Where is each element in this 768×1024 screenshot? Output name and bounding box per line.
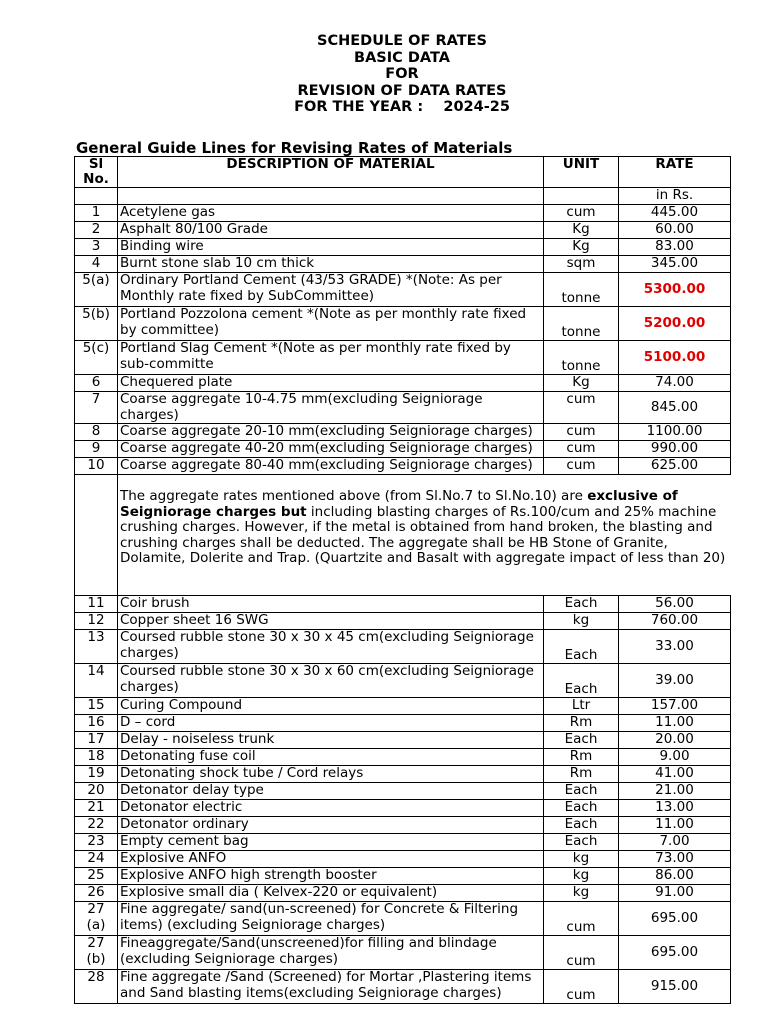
row-sl-number: 5(a) (75, 273, 118, 307)
row-rate: 41.00 (619, 766, 731, 783)
row-sl-number: 18 (75, 749, 118, 766)
row-rate: 11.00 (619, 817, 731, 834)
row-rate: 1100.00 (619, 424, 731, 441)
row-sl-number: 8 (75, 424, 118, 441)
row-rate: 73.00 (619, 851, 731, 868)
row-unit: cum (544, 205, 619, 222)
col-header-unit: UNIT (544, 157, 619, 188)
row-unit: kg (544, 868, 619, 885)
table-row (75, 375, 731, 392)
row-sl-number: 28 (75, 970, 118, 1004)
row-unit: Each (544, 817, 619, 834)
table-header-row (75, 157, 731, 188)
row-sl-number: 22 (75, 817, 118, 834)
table-row (75, 596, 731, 613)
section-heading: General Guide Lines for Revising Rates of Materials (76, 139, 513, 157)
row-sl-number: 20 (75, 783, 118, 800)
table-row (75, 205, 731, 222)
row-unit: Each (544, 732, 619, 749)
row-sl-number: 27 (b) (75, 936, 118, 970)
row-sl-number: 9 (75, 441, 118, 458)
row-rate: 74.00 (619, 375, 731, 392)
table-row (75, 800, 731, 817)
row-sl-number: 1 (75, 205, 118, 222)
row-rate: 56.00 (619, 596, 731, 613)
row-unit: Rm (544, 766, 619, 783)
row-description: Coarse aggregate 20-10 mm(excluding Seigniorage charges) (118, 424, 544, 441)
row-description: Detonator electric (118, 800, 544, 817)
row-rate: 33.00 (619, 630, 731, 664)
row-rate: 91.00 (619, 885, 731, 902)
row-description: Portland Pozzolona cement *(Note as per monthly rate fixed by committee) (118, 307, 544, 341)
row-rate: 695.00 (619, 936, 731, 970)
row-unit: Kg (544, 222, 619, 239)
row-unit: cum (544, 441, 619, 458)
table-row (75, 749, 731, 766)
row-rate: 157.00 (619, 698, 731, 715)
aggregate-note-row (75, 475, 731, 596)
row-description: Delay - noiseless trunk (118, 732, 544, 749)
row-unit: Each (544, 783, 619, 800)
row-sl-number: 27 (a) (75, 902, 118, 936)
row-sl-number: 11 (75, 596, 118, 613)
row-rate: 345.00 (619, 256, 731, 273)
table-row (75, 256, 731, 273)
table-row (75, 273, 731, 307)
row-rate: 445.00 (619, 205, 731, 222)
table-row (75, 441, 731, 458)
aggregate-note (118, 475, 731, 596)
row-description: Asphalt 80/100 Grade (118, 222, 544, 239)
row-rate: 60.00 (619, 222, 731, 239)
table-row (75, 851, 731, 868)
row-sl-number: 25 (75, 868, 118, 885)
table-row (75, 783, 731, 800)
row-description: Explosive ANFO high strength booster (118, 868, 544, 885)
table-row (75, 732, 731, 749)
table-row (75, 885, 731, 902)
rate-unit-label: in Rs. (619, 188, 731, 205)
row-description: Fine aggregate /Sand (Screened) for Mortar ,Plastering items and Sand blasting items(excluding Seigniorage charges) (118, 970, 544, 1004)
row-description: Detonator delay type (118, 783, 544, 800)
row-rate: 13.00 (619, 800, 731, 817)
rates-table (74, 156, 731, 1004)
row-rate: 990.00 (619, 441, 731, 458)
table-row (75, 630, 731, 664)
title-line: SCHEDULE OF RATES (317, 33, 487, 49)
row-description: Detonating shock tube / Cord relays (118, 766, 544, 783)
col-header-rate: RATE (619, 157, 731, 188)
row-sl-number: 19 (75, 766, 118, 783)
row-description: Explosive small dia ( Kelvex-220 or equivalent) (118, 885, 544, 902)
row-unit: Each (544, 800, 619, 817)
row-description: Coursed rubble stone 30 x 30 x 45 cm(excluding Seigniorage charges) (118, 630, 544, 664)
row-unit: kg (544, 851, 619, 868)
row-sl-number: 2 (75, 222, 118, 239)
table-row (75, 613, 731, 630)
title-line: FOR THE YEAR : 2024-25 (294, 99, 510, 115)
row-description: Chequered plate (118, 375, 544, 392)
row-sl-number: 14 (75, 664, 118, 698)
table-row (75, 664, 731, 698)
row-unit: tonne (544, 273, 619, 307)
row-unit: Each (544, 630, 619, 664)
row-unit: Each (544, 664, 619, 698)
title-line: BASIC DATA (354, 49, 450, 66)
row-unit: tonne (544, 341, 619, 375)
title-line: FOR (385, 66, 419, 82)
row-description: Coarse aggregate 80-40 mm(excluding Seigniorage charges) (118, 458, 544, 475)
note-emphasis: exclusive of Seigniorage charges but (120, 488, 678, 520)
table-row (75, 715, 731, 732)
row-sl-number: 7 (75, 392, 118, 424)
table-subheader-row (75, 188, 731, 205)
row-unit: Ltr (544, 698, 619, 715)
row-rate: 11.00 (619, 715, 731, 732)
row-sl-number: 4 (75, 256, 118, 273)
row-unit: sqm (544, 256, 619, 273)
table-row (75, 902, 731, 936)
title-line: REVISION OF DATA RATES (297, 82, 507, 99)
row-description: Binding wire (118, 239, 544, 256)
row-sl-number: 26 (75, 885, 118, 902)
row-rate: 86.00 (619, 868, 731, 885)
row-rate: 760.00 (619, 613, 731, 630)
row-unit: cum (544, 424, 619, 441)
row-sl-number: 15 (75, 698, 118, 715)
row-rate: 845.00 (619, 392, 731, 424)
row-sl-number: 5(b) (75, 307, 118, 341)
row-sl-number: 23 (75, 834, 118, 851)
row-rate: 5300.00 (619, 273, 731, 307)
row-rate: 9.00 (619, 749, 731, 766)
row-unit: Each (544, 834, 619, 851)
table-row (75, 392, 731, 424)
table-row (75, 239, 731, 256)
table-row (75, 817, 731, 834)
row-description: Ordinary Portland Cement (43/53 GRADE) *(Note: As per Monthly rate fixed by SubCommittee) (118, 273, 544, 307)
row-sl-number: 6 (75, 375, 118, 392)
row-rate: 83.00 (619, 239, 731, 256)
row-description: Burnt stone slab 10 cm thick (118, 256, 544, 273)
row-sl-number: 13 (75, 630, 118, 664)
row-description: Coarse aggregate 40-20 mm(excluding Seigniorage charges) (118, 441, 544, 458)
row-description: Coir brush (118, 596, 544, 613)
row-sl-number: 5(c) (75, 341, 118, 375)
row-sl-number: 24 (75, 851, 118, 868)
row-unit: cum (544, 936, 619, 970)
table-row (75, 970, 731, 1004)
row-description: Fine aggregate/ sand(un-screened) for Concrete & Filtering items) (excluding Seigniorage charges) (118, 902, 544, 936)
table-row (75, 936, 731, 970)
row-unit: Rm (544, 715, 619, 732)
document-title (0, 33, 768, 116)
row-rate: 5100.00 (619, 341, 731, 375)
row-description: Empty cement bag (118, 834, 544, 851)
row-description: D – cord (118, 715, 544, 732)
col-header-sl: Sl No. (75, 157, 118, 188)
row-unit: cum (544, 970, 619, 1004)
row-rate: 39.00 (619, 664, 731, 698)
col-header-description: DESCRIPTION OF MATERIAL (118, 157, 544, 188)
row-unit: kg (544, 885, 619, 902)
table-row (75, 307, 731, 341)
row-rate: 21.00 (619, 783, 731, 800)
row-description: Portland Slag Cement *(Note as per monthly rate fixed by sub-committe (118, 341, 544, 375)
row-description: Fineaggregate/Sand(unscreened)for filling and blindage (excluding Seigniorage charges) (118, 936, 544, 970)
row-description: Curing Compound (118, 698, 544, 715)
table-row (75, 766, 731, 783)
note-text: The aggregate rates mentioned above (from Sl.No.7 to Sl.No.10) are (120, 488, 588, 504)
row-sl-number: 10 (75, 458, 118, 475)
row-rate: 915.00 (619, 970, 731, 1004)
row-rate: 20.00 (619, 732, 731, 749)
row-unit: Rm (544, 749, 619, 766)
row-rate: 5200.00 (619, 307, 731, 341)
row-unit: tonne (544, 307, 619, 341)
row-unit: cum (544, 458, 619, 475)
row-rate: 695.00 (619, 902, 731, 936)
row-unit: kg (544, 613, 619, 630)
row-sl-number: 12 (75, 613, 118, 630)
table-row (75, 341, 731, 375)
table-row (75, 834, 731, 851)
row-description: Coarse aggregate 10-4.75 mm(excluding Seigniorage charges) (118, 392, 544, 424)
row-unit: Each (544, 596, 619, 613)
table-row (75, 458, 731, 475)
row-description: Coursed rubble stone 30 x 30 x 60 cm(excluding Seigniorage charges) (118, 664, 544, 698)
row-unit: Kg (544, 375, 619, 392)
table-row (75, 698, 731, 715)
row-sl-number: 21 (75, 800, 118, 817)
row-description: Detonating fuse coil (118, 749, 544, 766)
row-description: Detonator ordinary (118, 817, 544, 834)
row-description: Acetylene gas (118, 205, 544, 222)
row-description: Copper sheet 16 SWG (118, 613, 544, 630)
row-rate: 625.00 (619, 458, 731, 475)
row-unit: cum (544, 392, 619, 424)
table-row (75, 424, 731, 441)
row-description: Explosive ANFO (118, 851, 544, 868)
row-rate: 7.00 (619, 834, 731, 851)
note-text: including blasting charges of Rs.100/cum and 25% machine crushing charges. However, if the metal is obtained from hand broken, the blasting and crushing charges shall be deducted. The aggregate shall be HB Stone of Granite, Dolamite, Dolerite and Trap. (Quartzite and Basalt with aggregate impact of less than 20) (120, 503, 726, 566)
row-unit: Kg (544, 239, 619, 256)
table-row (75, 868, 731, 885)
row-unit: cum (544, 902, 619, 936)
row-sl-number: 17 (75, 732, 118, 749)
row-sl-number: 16 (75, 715, 118, 732)
table-row (75, 222, 731, 239)
row-sl-number: 3 (75, 239, 118, 256)
